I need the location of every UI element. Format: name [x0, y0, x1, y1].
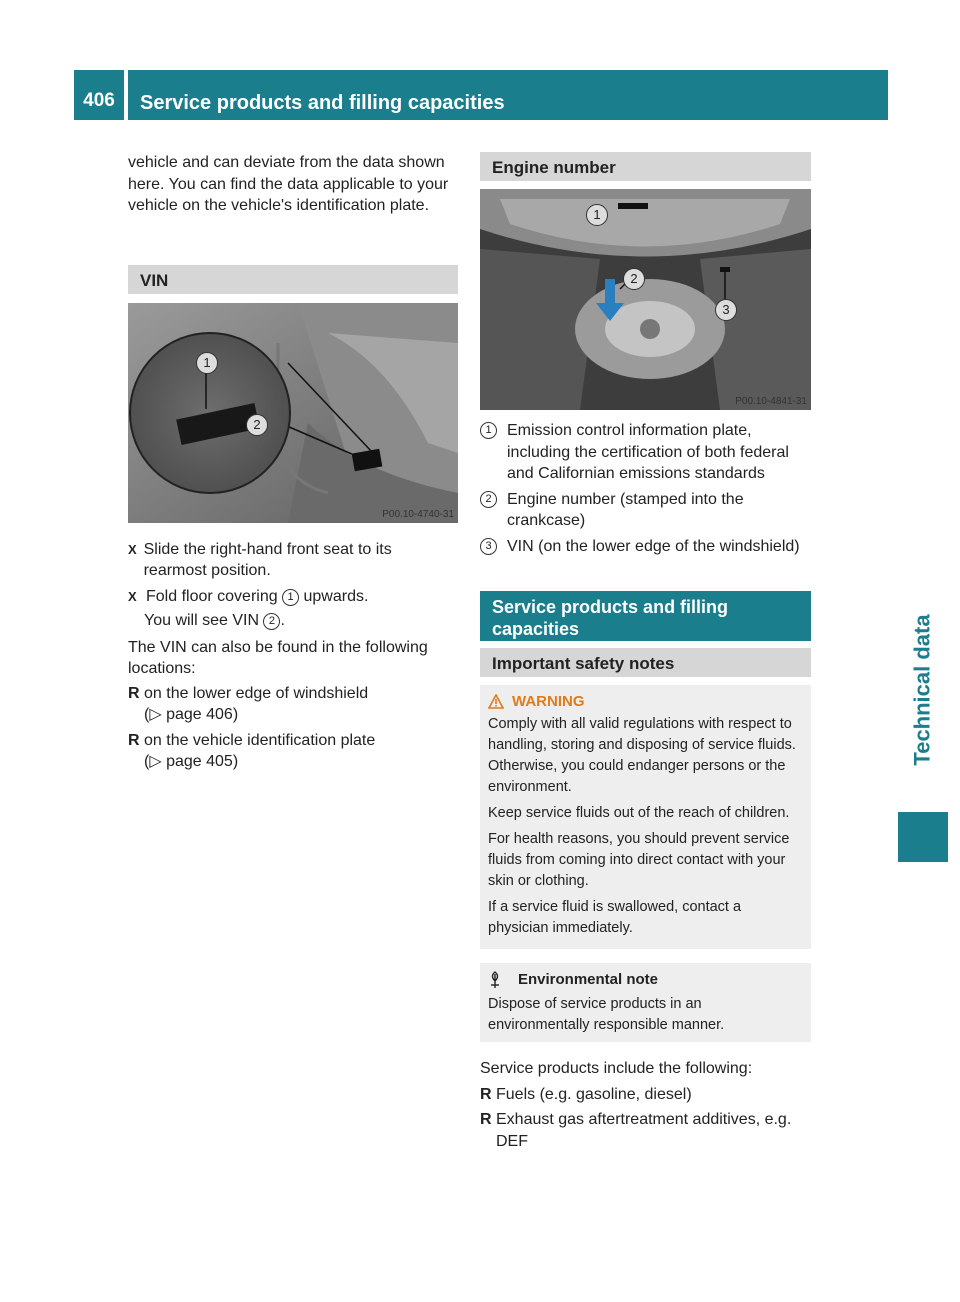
warning-paragraph: If a service fluid is swallowed, contact a physician immediately.	[488, 899, 742, 936]
engine-callout-3: 3	[715, 299, 737, 321]
vin-callout-2: 2	[246, 414, 268, 436]
locations-intro: The VIN can also be found in the following locations:	[128, 638, 428, 677]
page-title: Service products and filling capacities	[128, 70, 888, 120]
environmental-note-title: Environmental note	[518, 971, 659, 988]
engine-callout-2: 2	[623, 268, 645, 290]
legend-text: VIN (on the lower edge of the windshield)	[507, 537, 800, 555]
product-text: Fuels (e.g. gasoline, diesel)	[496, 1085, 692, 1103]
step-item	[128, 539, 458, 582]
callout-1: 1	[282, 589, 299, 606]
legend-item	[480, 420, 811, 485]
environmental-note-text: Dispose of service products in an environmentally responsible manner.	[488, 996, 725, 1033]
warning-triangle-icon	[488, 694, 504, 709]
legend-callout: 3	[480, 538, 497, 555]
engine-figure-code: P00.10-4841-31	[735, 396, 807, 407]
engine-figure-image	[480, 189, 811, 410]
warning-box	[480, 685, 811, 949]
safety-notes-heading: Important safety notes	[480, 648, 811, 677]
product-text: Exhaust gas aftertreatment additives, e.g. DEF	[496, 1111, 792, 1150]
engine-callout-1: 1	[586, 204, 608, 226]
engine-figure	[480, 189, 811, 410]
product-item	[480, 1109, 811, 1152]
environmental-note-box	[480, 963, 811, 1042]
legend-callout: 1	[480, 422, 497, 439]
left-column	[128, 152, 458, 773]
legend-callout: 2	[480, 491, 497, 508]
page-number: 406	[74, 70, 124, 120]
location-item: R on the lower edge of windshield (▷ page 406)	[128, 683, 458, 726]
page-ref-link[interactable]: page 405	[166, 753, 233, 770]
location-text: on the vehicle identification plate	[144, 731, 376, 749]
bullet-marker: R	[128, 731, 140, 749]
vin-heading: VIN	[128, 265, 458, 294]
step-marker: X	[128, 541, 137, 557]
side-tab-text: Technical data	[910, 614, 936, 766]
side-tab-label	[898, 570, 948, 810]
step-result: You will see VIN 2 .	[144, 612, 285, 629]
step-item	[128, 586, 458, 608]
vin-callout-1: 1	[196, 352, 218, 374]
warning-paragraph: Keep service fluids out of the reach of children.	[488, 805, 790, 821]
service-products-heading: Service products and filling capacities	[480, 591, 811, 641]
vin-figure	[128, 303, 458, 523]
step-text: Slide the right-hand front seat to its rearmost position.	[143, 540, 392, 579]
page-ref-link[interactable]: page 406	[166, 706, 233, 723]
legend-item	[480, 536, 811, 558]
side-tab-block	[898, 812, 948, 862]
bullet-marker: R	[480, 1111, 492, 1128]
location-item: R on the vehicle identification plate (▷ page 405)	[128, 730, 458, 773]
bullet-marker: R	[128, 684, 140, 702]
bullet-marker: R	[480, 1085, 492, 1103]
engine-number-heading: Engine number	[480, 152, 811, 181]
leaf-bulb-icon	[488, 971, 502, 989]
warning-paragraph: Comply with all valid regulations with respect to handling, storing and disposing of service fluids. Otherwise, you could endanger persons or the environment.	[488, 716, 796, 795]
page-ref-arrow-icon: ▷	[149, 706, 162, 723]
legend-text: Engine number (stamped into the crankcase)	[507, 490, 744, 529]
page-ref-arrow-icon: ▷	[149, 753, 162, 770]
right-column	[480, 152, 811, 1152]
step-text: Fold floor covering 1 upwards.	[146, 587, 369, 605]
product-item	[480, 1084, 811, 1106]
warning-title: WARNING	[512, 693, 585, 710]
intro-text: vehicle and can deviate from the data shown here. You can find the data applicable to your vehicle on the vehicle's identification plate.	[128, 154, 449, 214]
products-intro: Service products include the following:	[480, 1060, 753, 1077]
callout-2: 2	[263, 613, 280, 630]
vin-figure-image	[128, 303, 458, 523]
vin-figure-code: P00.10-4740-31	[382, 508, 454, 520]
legend-item	[480, 489, 811, 532]
warning-paragraph: For health reasons, you should prevent service fluids from coming into direct contact with your skin or clothing.	[488, 831, 790, 889]
legend-text: Emission control information plate, including the certification of both federal and Californian emissions standards	[507, 422, 789, 482]
step-marker: X	[128, 588, 137, 604]
location-text: on the lower edge of windshield	[144, 684, 369, 702]
